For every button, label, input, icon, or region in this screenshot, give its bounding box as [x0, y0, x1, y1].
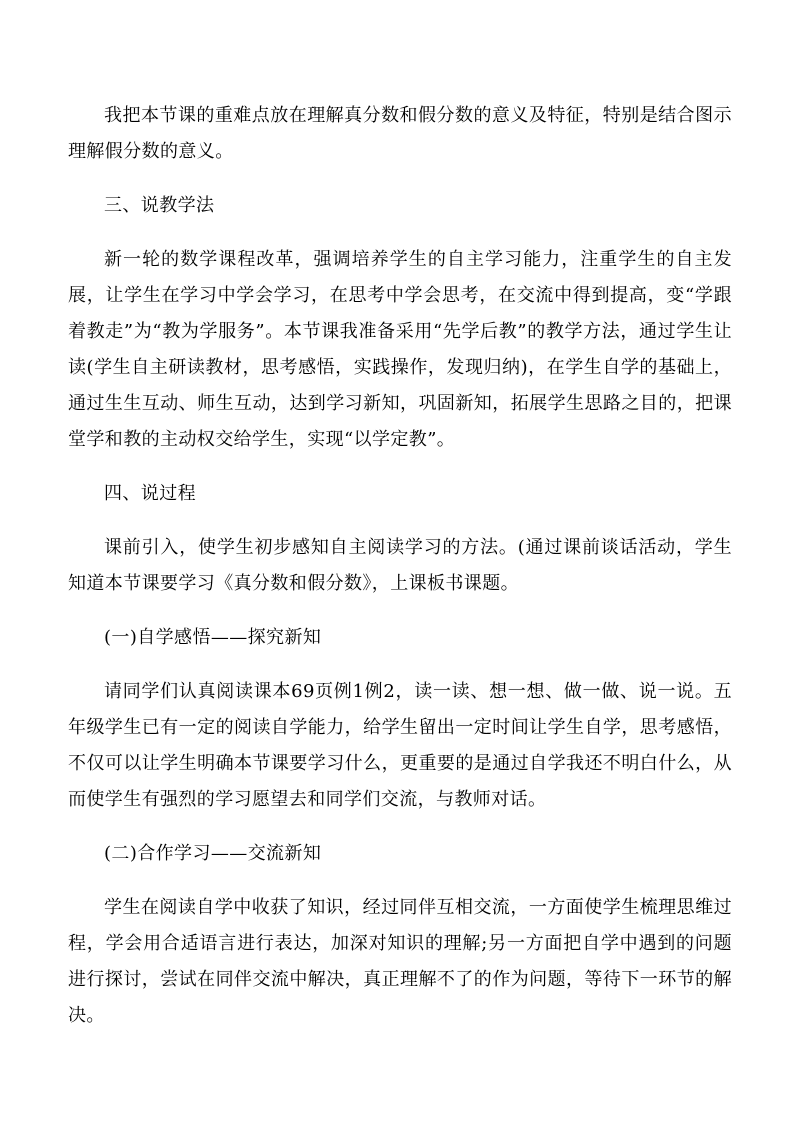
heading-self-study: (一)自学感悟——探究新知	[104, 627, 322, 648]
paragraph-cooperative-learning: 学生在阅读自学中收获了知识，经过同伴互相交流，一方面使学生梳理思维过程，学会用合适语言进行表达，加深对知识的理解;另一方面把自学中遇到的问题进行探讨，尝试在同伴交流中解决，真正理解不了的作为问题，等待下一环节的解决。	[68, 897, 732, 1026]
paragraph-self-study: 请同学们认真阅读课本69页例1例2，读一读、想一想、做一做、说一说。五年级学生已有一定的阅读自学能力，给学生留出一定时间让学生自学，思考感悟，不仅可以让学生明确本节课要学习什么，更重要的是通过自学我还不明白什么，从而使学生有强烈的学习愿望去和同学们交流，与教师对话。	[68, 681, 732, 810]
heading-cooperative-learning: (二)合作学习——交流新知	[104, 843, 322, 864]
heading-teaching-method: 三、说教学法	[104, 195, 215, 216]
heading-process: 四、说过程	[104, 483, 196, 504]
paragraph-introduction: 课前引入，使学生初步感知自主阅读学习的方法。(通过课前谈话活动，学生知道本节课要学习《真分数和假分数》，上课板书课题。	[68, 537, 732, 594]
paragraph-key-points: 我把本节课的重难点放在理解真分数和假分数的意义及特征，特别是结合图示理解假分数的意义。	[68, 105, 732, 162]
paragraph-teaching-method: 新一轮的数学课程改革，强调培养学生的自主学习能力，注重学生的自主发展，让学生在学习中学会学习，在思考中学会思考，在交流中得到提高，变“学跟着教走”为“教为学服务”。本节课我准备采用“先学后教”的教学方法，通过学生让读(学生自主研读教材，思考感悟，实践操作，发现归纳)，在学生自学的基础上，通过生生互动、师生互动，达到学习新知，巩固新知，拓展学生思路之目的，把课堂学和教的主动权交给学生，实现“以学定教”。	[68, 249, 732, 450]
document-body	[68, 98, 732, 1052]
